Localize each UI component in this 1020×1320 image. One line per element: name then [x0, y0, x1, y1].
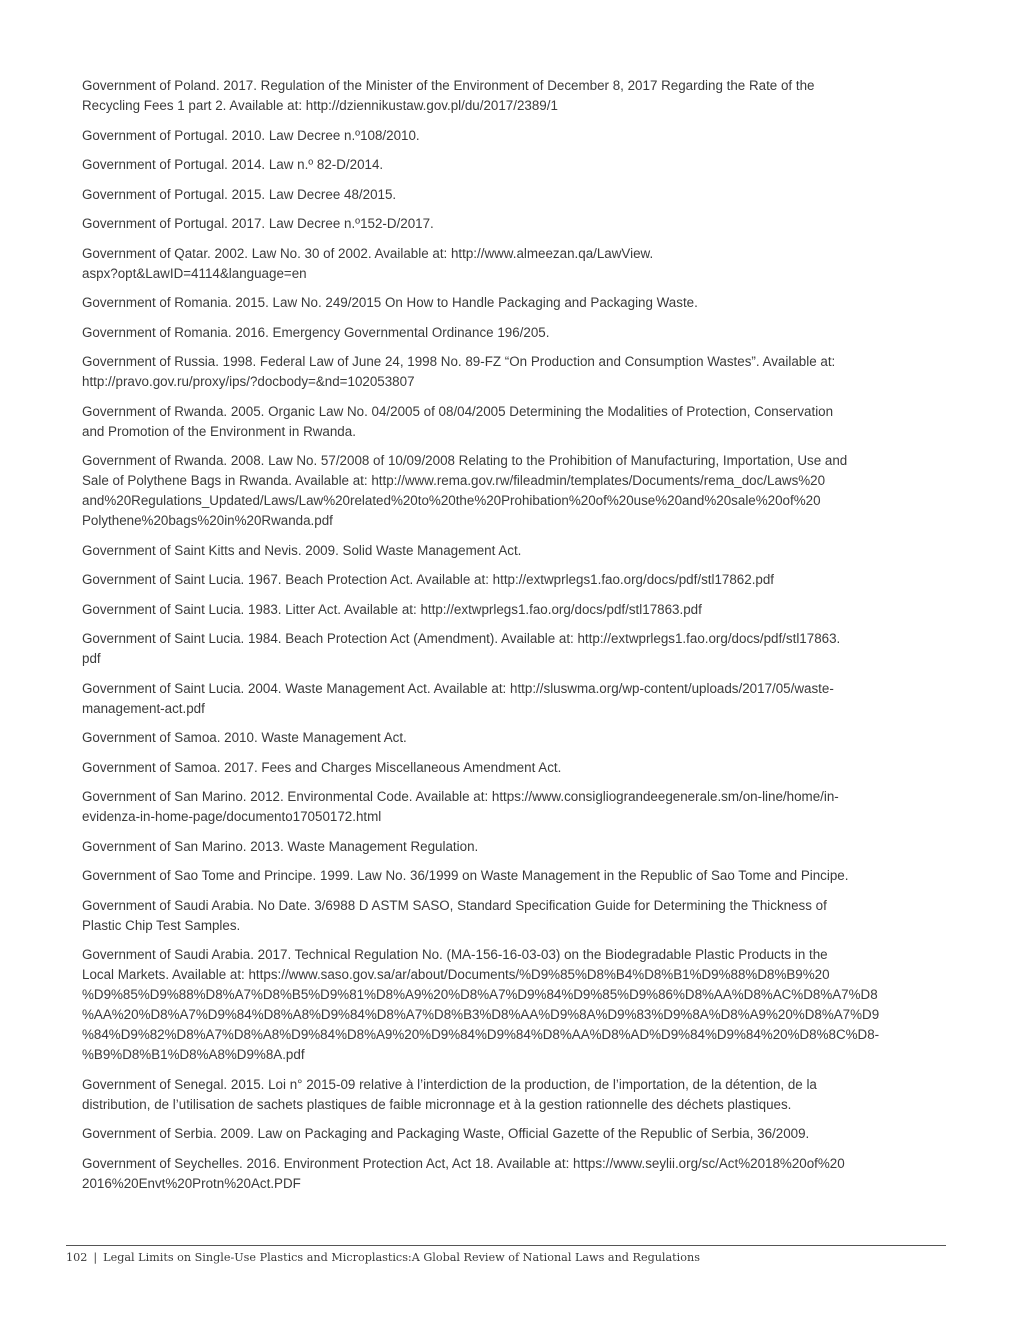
reference-entry [82, 728, 948, 748]
reference-entry [82, 679, 948, 719]
reference-line: Government of Rwanda. 2005. Organic Law No. 04/2005 of 08/04/2005 Determining the Modalities of Protection, Conservation [82, 403, 834, 419]
reference-entry [82, 1124, 948, 1144]
reference-entry [82, 293, 948, 313]
reference-line: evidenza-in-home-page/documento17050172.html [82, 809, 382, 824]
reference-entry [82, 896, 948, 936]
reference-line: Government of Senegal. 2015. Loi n° 2015-09 relative à l’interdiction de la production, de l’importation, de la détention, de la [82, 1076, 817, 1092]
reference-entry [82, 600, 948, 620]
reference-line: distribution, de l’utilisation de sachets plastiques de faible micronnage et à la gestion rationnelle des déchets plastiques. [82, 1096, 792, 1112]
reference-line: and%20Regulations_Updated/Laws/Law%20related%20to%20the%20Prohibation%20of%20use%20and%20sale%20of%20 [82, 493, 821, 508]
reference-line: Government of Seychelles. 2016. Environment Protection Act, Act 18. Available at: https://www.seylii.org/sc/Act%2018%20of%20 [82, 1155, 845, 1171]
reference-line: %84%D9%82%D8%A7%D8%A8%D9%84%D8%A9%20%D9%84%D9%84%D8%AA%D8%AD%D9%84%D9%84%20%D8%8C%D8- [82, 1027, 880, 1042]
footer-divider [66, 1245, 946, 1246]
reference-line: and Promotion of the Environment in Rwanda. [82, 423, 356, 439]
reference-entry [82, 185, 948, 205]
reference-line: Government of Portugal. 2017. Law Decree n.º152-D/2017. [82, 216, 434, 231]
reference-entry [82, 866, 948, 886]
reference-entry [82, 76, 948, 116]
reference-line: Government of Sao Tome and Principe. 1999. Law No. 36/1999 on Waste Management in the Republic of Sao Tome and Pincipe. [82, 868, 849, 883]
reference-line: Government of Saint Lucia. 2004. Waste Management Act. Available at: http://sluswma.org/wp-content/uploads/2017/05/waste- [82, 680, 834, 696]
page-number: 102 [66, 1251, 88, 1264]
reference-entry [82, 244, 948, 284]
reference-line: Government of Poland. 2017. Regulation of the Minister of the Environment of December 8, 2017 Regarding the Rate of the [82, 78, 815, 93]
reference-line: %AA%20%D8%A7%D9%84%D8%A8%D9%84%D8%A7%D8%B3%D8%AA%D9%8A%D9%83%D9%8A%D8%A9%20%D8%A7%D9 [82, 1007, 880, 1022]
reference-entry [82, 570, 948, 590]
reference-entry [82, 1075, 948, 1115]
reference-entry [82, 787, 948, 827]
page-footer [66, 1251, 700, 1264]
document-title: Legal Limits on Single-Use Plastics and Microplastics:A Global Review of National Laws and Regulations [103, 1251, 700, 1264]
reference-line: pdf [82, 651, 101, 666]
reference-entry [82, 451, 948, 531]
reference-line: http://pravo.gov.ru/proxy/ips/?docbody=&nd=102053807 [82, 374, 415, 389]
reference-entry [82, 214, 948, 234]
reference-line: Government of Portugal. 2010. Law Decree n.º108/2010. [82, 127, 420, 143]
reference-line: Government of Saint Lucia. 1967. Beach Protection Act. Available at: http://extwprlegs1.fao.org/docs/pdf/stl17862.pdf [82, 572, 775, 587]
reference-line: Government of Rwanda. 2008. Law No. 57/2008 of 10/09/2008 Relating to the Prohibition of Manufacturing, Importation, Use and [82, 453, 848, 468]
reference-line: Government of Saint Lucia. 1984. Beach Protection Act (Amendment). Available at: http://extwprlegs1.fao.org/docs/pdf/stl17863. [82, 631, 841, 646]
reference-line: Sale of Polythene Bags in Rwanda. Available at: http://www.rema.gov.rw/fileadmin/templates/Documents/rema_doc/Laws%20 [82, 473, 826, 488]
reference-line: Government of Samoa. 2017. Fees and Charges Miscellaneous Amendment Act. [82, 759, 562, 775]
reference-entry [82, 945, 948, 1065]
reference-entry [82, 541, 948, 561]
reference-line: Government of Saint Lucia. 1983. Litter Act. Available at: http://extwprlegs1.fao.org/docs/pdf/stl17863.pdf [82, 601, 702, 617]
reference-line: Government of Portugal. 2015. Law Decree 48/2015. [82, 186, 397, 202]
reference-line: Government of Serbia. 2009. Law on Packaging and Packaging Waste, Official Gazette of the Republic of Serbia, 36/2009. [82, 1126, 810, 1141]
reference-entry [82, 323, 948, 343]
footer-separator: | [93, 1251, 98, 1264]
reference-line: %B9%D8%B1%D8%A8%D9%8A.pdf [82, 1047, 305, 1062]
reference-line: Government of Qatar. 2002. Law No. 30 of 2002. Available at: http://www.almeezan.qa/LawView. [82, 245, 654, 261]
reference-line: aspx?opt&LawID=4114&language=en [82, 265, 307, 281]
reference-line: Government of Romania. 2016. Emergency Governmental Ordinance 196/205. [82, 324, 550, 340]
reference-line: 2016%20Envt%20Protn%20Act.PDF [82, 1175, 301, 1191]
reference-entry [82, 758, 948, 778]
reference-entry [82, 629, 948, 669]
reference-line: Plastic Chip Test Samples. [82, 917, 241, 933]
reference-line: Government of Saudi Arabia. No Date. 3/6988 D ASTM SASO, Standard Specification Guide for Determining the Thickness of [82, 897, 827, 913]
reference-entry [82, 837, 948, 857]
reference-line: Government of Romania. 2015. Law No. 249/2015 On How to Handle Packaging and Packaging Waste. [82, 295, 698, 310]
reference-entry [82, 352, 948, 392]
reference-entry [82, 402, 948, 442]
reference-line: Government of San Marino. 2013. Waste Management Regulation. [82, 838, 479, 854]
reference-line: Recycling Fees 1 part 2. Available at: http://dziennikustaw.gov.pl/du/2017/2389/1 [82, 98, 558, 113]
reference-entry [82, 126, 948, 146]
reference-line: Government of Samoa. 2010. Waste Management Act. [82, 730, 407, 745]
reference-line: Government of Saudi Arabia. 2017. Technical Regulation No. (MA-156-16-03-03) on the Biodegradable Plastic Products in the [82, 947, 828, 962]
reference-list [82, 76, 948, 1203]
reference-line: Government of Saint Kitts and Nevis. 2009. Solid Waste Management Act. [82, 542, 522, 558]
reference-line: Government of San Marino. 2012. Environmental Code. Available at: https://www.consigliograndeegenerale.sm/on-line/home/in- [82, 789, 839, 804]
reference-entry [82, 155, 948, 175]
reference-entry [82, 1154, 948, 1194]
reference-line: Government of Russia. 1998. Federal Law of June 24, 1998 No. 89-FZ “On Production and Consumption Wastes”. Available at: [82, 354, 836, 369]
reference-line: Local Markets. Available at: https://www.saso.gov.sa/ar/about/Documents/%D9%85%D8%B4%D8%B1%D9%88%D8%B9%20 [82, 967, 830, 982]
reference-line: %D9%85%D9%88%D8%A7%D8%B5%D9%81%D8%A9%20%D8%A7%D9%84%D9%85%D9%86%D8%AA%D8%AC%D8%A7%D8 [82, 987, 878, 1002]
reference-line: management-act.pdf [82, 700, 205, 716]
reference-line: Government of Portugal. 2014. Law n.º 82-D/2014. [82, 157, 384, 172]
reference-line: Polythene%20bags%20in%20Rwanda.pdf [82, 513, 333, 528]
